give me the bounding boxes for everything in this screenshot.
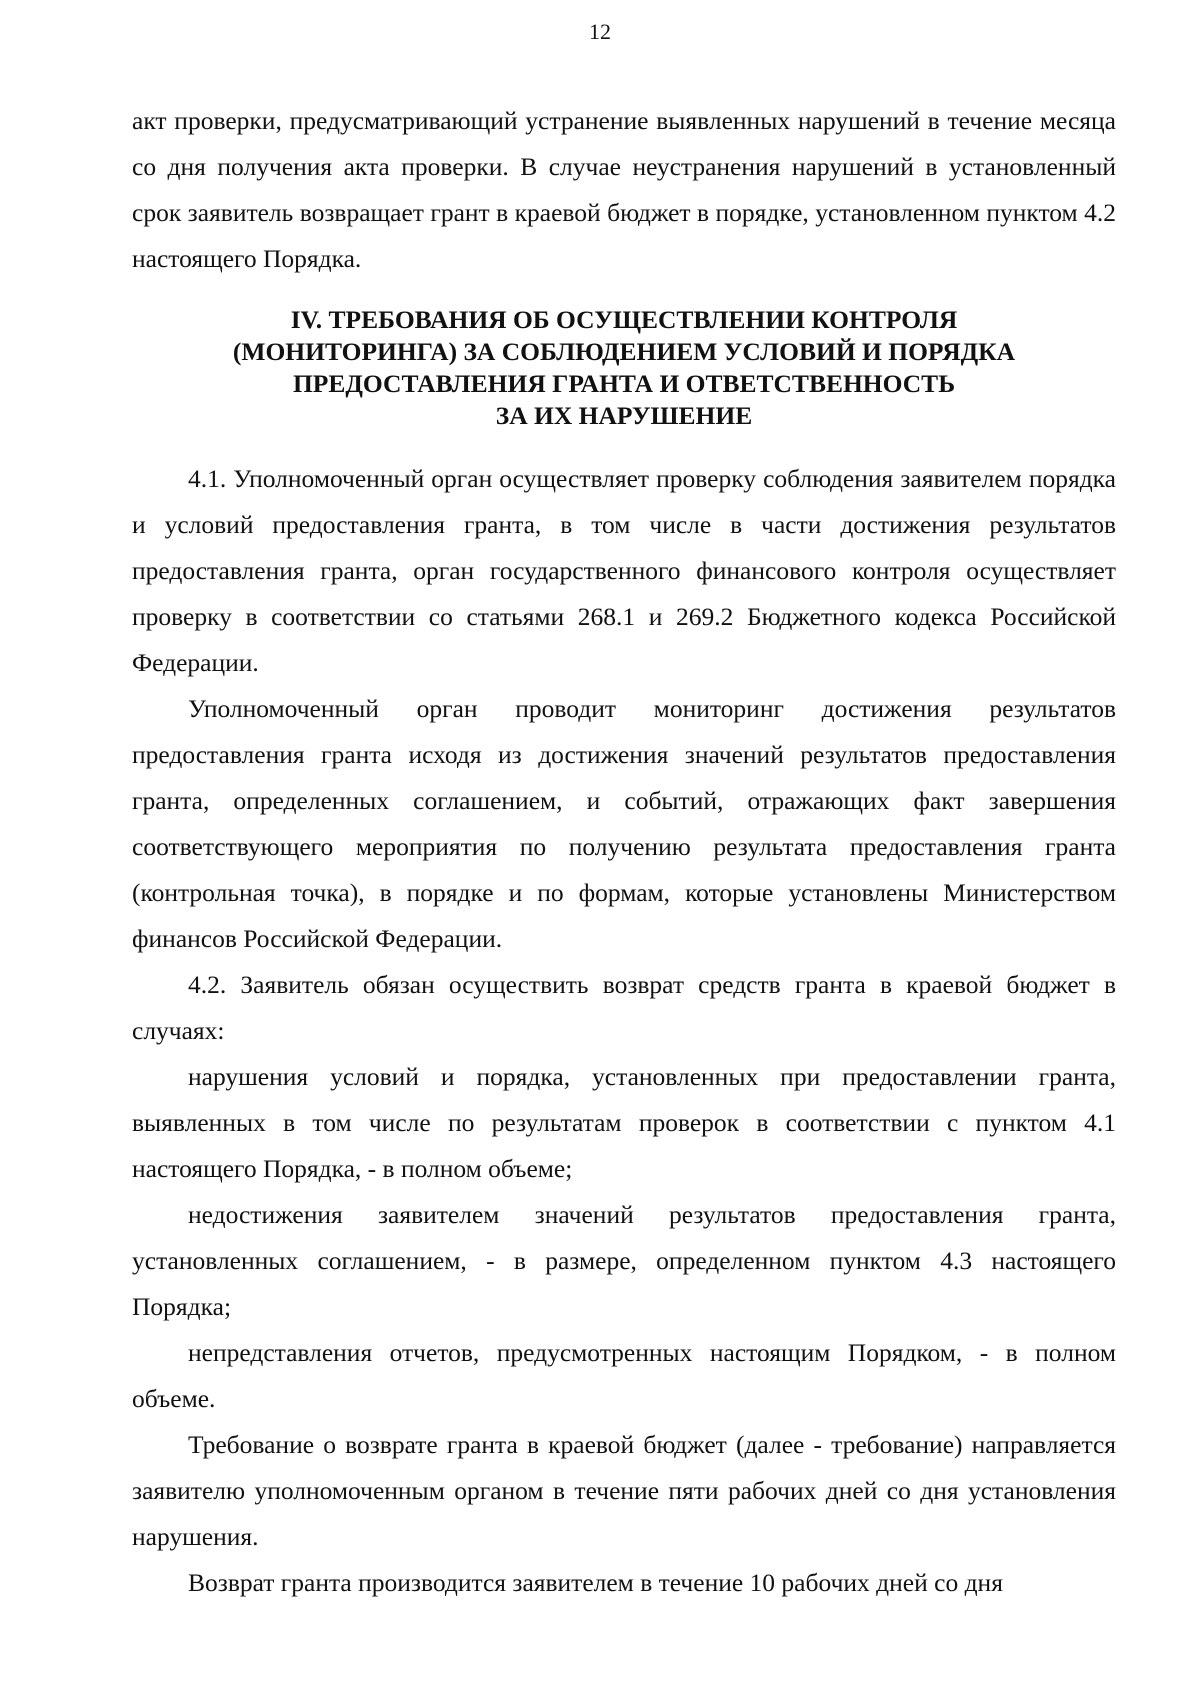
paragraph-case-violation: нарушения условий и порядка, установленных при предоставлении гранта, выявленных в том числе по результатам проверок в соответствии с пунктом 4.1 настоящего Порядка, - в полном объеме; — [132, 1062, 1116, 1183]
paragraph-return: Возврат гранта производится заявителем в течение 10 рабочих дней со дня — [188, 1568, 1003, 1597]
paragraph-continuation: акт проверки, предусматривающий устранение выявленных нарушений в течение месяца со дня получения акта проверки. В случае неустранения нарушений в установленный срок заявитель возвращает грант в краевой бюджет в порядке, установленном пунктом 4.2 настоящего Порядка. — [132, 106, 1116, 273]
section-heading: IV. ТРЕБОВАНИЯ ОБ ОСУЩЕСТВЛЕНИИ КОНТРОЛЯ (МОНИТОРИНГА) ЗА СОБЛЮДЕНИЕМ УСЛОВИЙ И ПОРЯДКА ПРЕДОСТАВЛЕНИЯ ГРАНТА И ОТВЕТСТВЕННОСТЬ ЗА ИХ НАРУШЕНИЕ — [232, 305, 1016, 430]
page-number: 12 — [589, 19, 611, 44]
paragraph-requirement: Требование о возврате гранта в краевой бюджет (далее - требование) направляется заявителю уполномоченным органом в течение пяти рабочих дней со дня установления нарушения. — [132, 1430, 1116, 1551]
paragraph-4-1: 4.1. Уполномоченный орган осуществляет проверку соблюдения заявителем порядка и условий предоставления гранта, в том числе в части достижения результатов предоставления гранта, орган государственного финансового контроля осуществляет проверку в соответствии со статьями 268.1 и 269.2 Бюджетного кодекса Российской Федерации. — [132, 464, 1116, 677]
paragraph-monitoring: Уполномоченный орган проводит мониторинг достижения результатов предоставления гранта исходя из достижения значений результатов предоставления гранта, определенных соглашением, и событий, отражающих факт завершения соответствующего мероприятия по получению результата предоставления гранта (контрольная точка), в порядке и по формам, которые установлены Министерством финансов Российской Федерации. — [132, 694, 1116, 953]
paragraph-case-not-achieved: недостижения заявителем значений результатов предоставления гранта, установленных соглашением, - в размере, определенном пунктом 4.3 настоящего Порядка; — [132, 1200, 1116, 1321]
paragraph-4-2: 4.2. Заявитель обязан осуществить возврат средств гранта в краевой бюджет в случаях: — [132, 970, 1116, 1045]
paragraph-case-no-reports: непредставления отчетов, предусмотренных настоящим Порядком, - в полном объеме. — [132, 1338, 1116, 1413]
document-body — [132, 98, 1116, 1606]
